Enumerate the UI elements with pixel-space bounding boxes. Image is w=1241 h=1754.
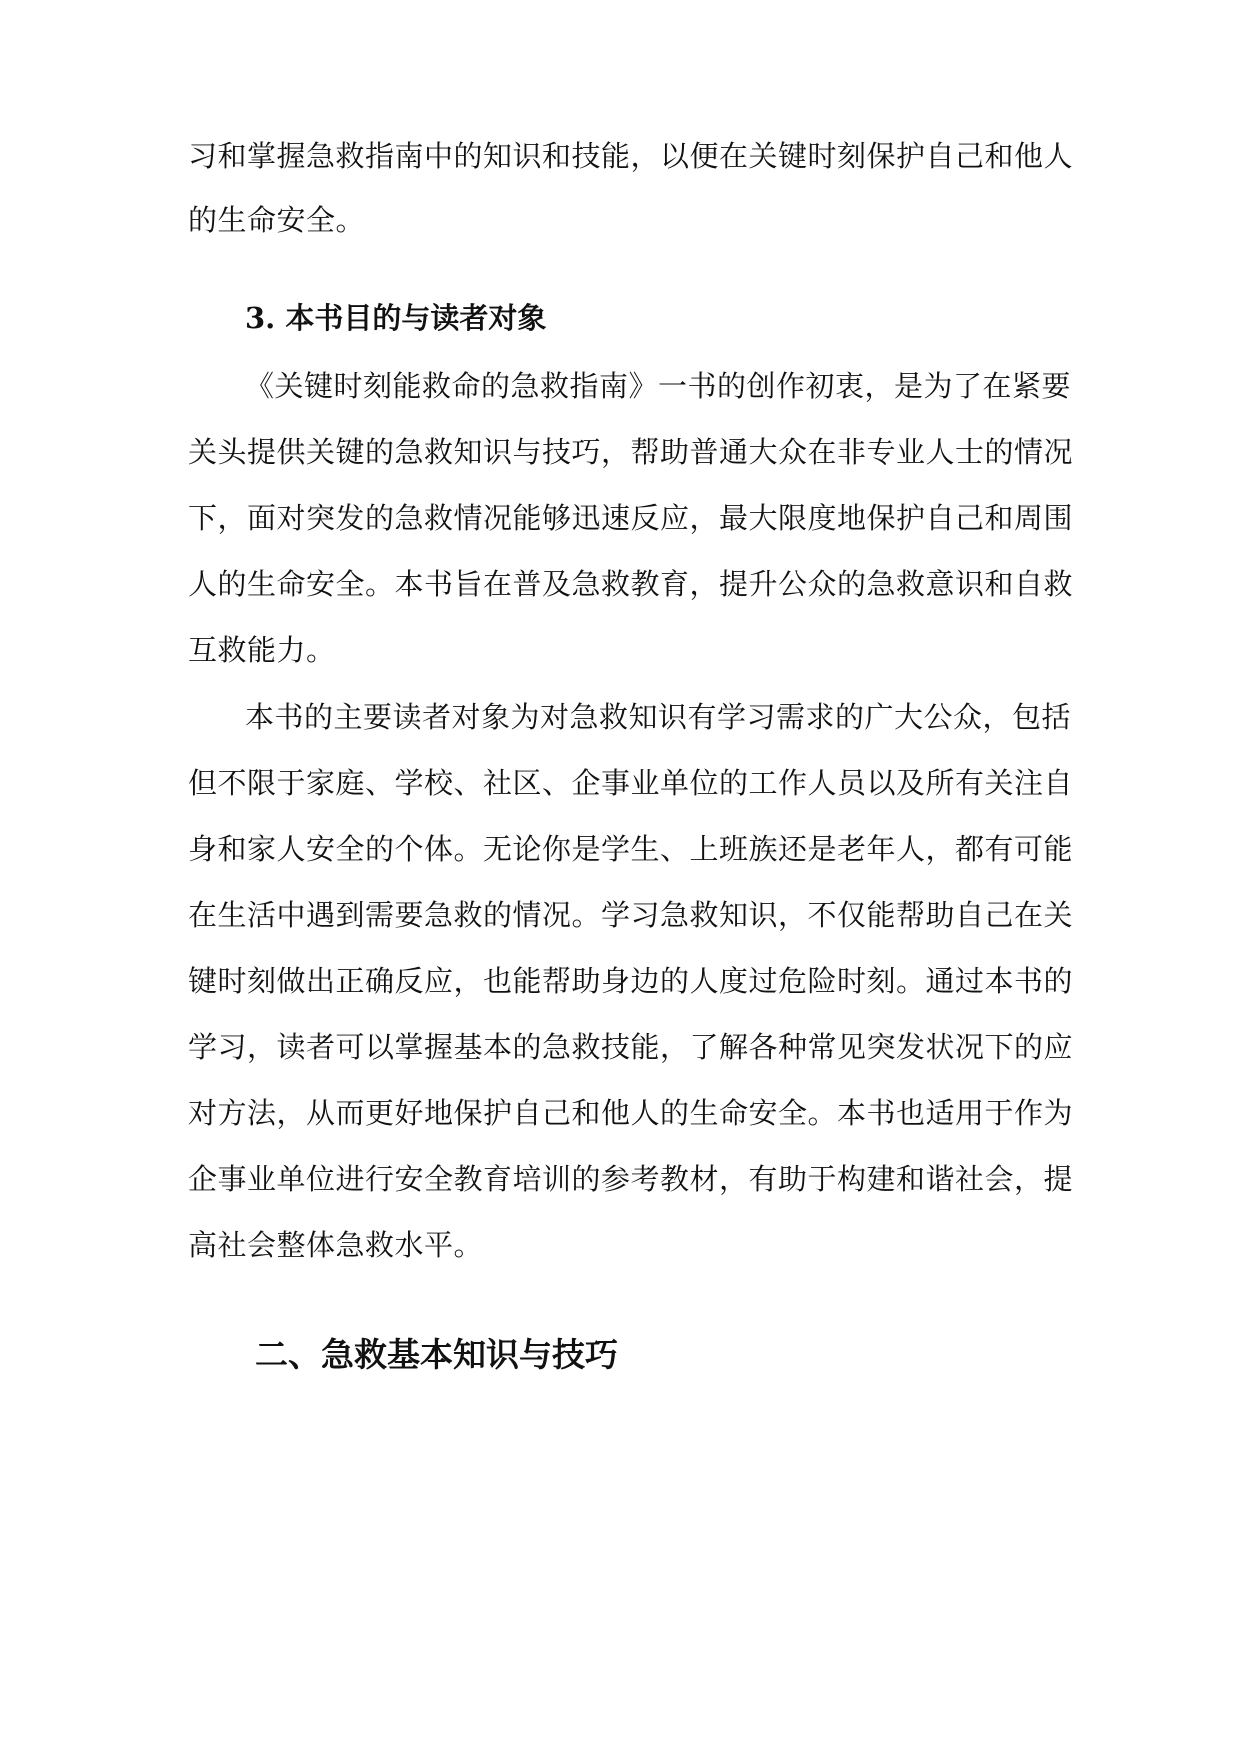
paragraph-2-line-3: 身和家人安全的个体。无论你是学生、上班族还是老年人，都有可能 (188, 832, 1074, 866)
paragraph-1-line-1: 《关键时刻能救命的急救指南》一书的创作初衷，是为了在紧要 (245, 369, 1072, 403)
paragraph-2-line-9: 高社会整体急救水平。 (188, 1228, 484, 1262)
paragraph-1-line-3: 下，面对突发的急救情况能够迅速反应，最大限度地保护自己和周围 (188, 501, 1074, 535)
paragraph-2-line-6: 学习，读者可以掌握基本的急救技能，了解各种常见突发状况下的应 (188, 1030, 1074, 1064)
chapter-2-heading: 二、急救基本知识与技巧 (255, 1335, 618, 1374)
section-3-heading: 3. 本书目的与读者对象 (245, 301, 547, 335)
paragraph-1-line-2: 关头提供关键的急救知识与技巧，帮助普通大众在非专业人士的情况 (188, 435, 1074, 469)
paragraph-2-line-2: 但不限于家庭、学校、社区、企事业单位的工作人员以及所有关注自 (188, 766, 1074, 800)
paragraph-1-line-5: 互救能力。 (188, 633, 336, 667)
paragraph-2-line-8: 企事业单位进行安全教育培训的参考教材，有助于构建和谐社会，提 (188, 1162, 1074, 1196)
paragraph-2-line-4: 在生活中遇到需要急救的情况。学习急救知识，不仅能帮助自己在关 (188, 898, 1074, 932)
intro-line-1: 习和掌握急救指南中的知识和技能，以便在关键时刻保护自己和他人 (188, 139, 1074, 173)
paragraph-2-line-5: 键时刻做出正确反应，也能帮助身边的人度过危险时刻。通过本书的 (188, 964, 1074, 998)
paragraph-1-line-4: 人的生命安全。本书旨在普及急救教育，提升公众的急救意识和自救 (188, 567, 1074, 601)
paragraph-2-line-1: 本书的主要读者对象为对急救知识有学习需求的广大公众，包括 (245, 700, 1072, 734)
paragraph-2-line-7: 对方法，从而更好地保护自己和他人的生命安全。本书也适用于作为 (188, 1096, 1074, 1130)
intro-line-2: 的生命安全。 (188, 203, 366, 237)
